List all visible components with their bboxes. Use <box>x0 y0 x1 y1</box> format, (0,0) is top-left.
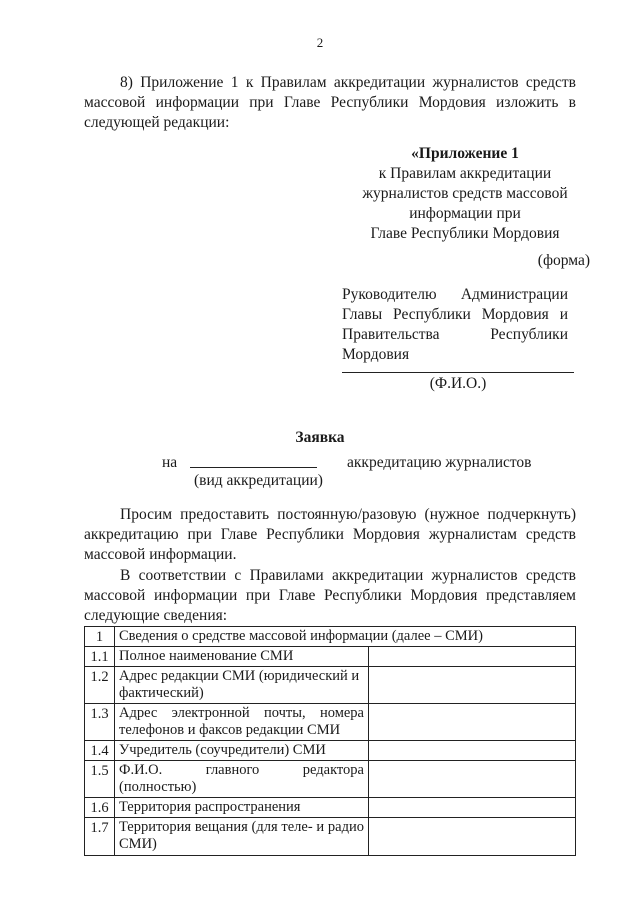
row-num: 1.3 <box>85 704 115 741</box>
form-label: (форма) <box>537 252 590 269</box>
row-label: Адрес электронной почты, номера телефонов и факсов редакции СМИ <box>115 704 369 741</box>
table-row <box>85 761 576 798</box>
addressee-line: Правительства Республики <box>342 326 568 343</box>
fio-underline <box>342 372 574 373</box>
appendix-line: журналистов средств массовой <box>362 185 568 202</box>
accreditation-type-blank <box>190 467 317 468</box>
info-line: массовой информации при Главе Республики Мордовия представляем <box>84 587 576 604</box>
row-value[interactable] <box>369 667 576 704</box>
table-row <box>85 798 576 818</box>
addressee-line: Руководителю Администрации <box>342 286 568 303</box>
table-header-row <box>85 627 576 647</box>
media-info-table <box>84 626 576 856</box>
fio-label: (Ф.И.О.) <box>429 375 487 392</box>
page-number: 2 <box>316 35 324 50</box>
intro-line: массовой информации при Главе Республики Мордовия изложить в <box>84 94 576 111</box>
appendix-line: информации при <box>409 205 521 222</box>
row-num: 1.2 <box>85 667 115 704</box>
table-row <box>85 818 576 856</box>
row-label: Полное наименование СМИ <box>115 647 369 667</box>
row-num: 1.7 <box>85 818 115 856</box>
row-num: 1.4 <box>85 741 115 761</box>
appendix-title: «Приложение 1 <box>411 145 519 162</box>
row-num: 1.5 <box>85 761 115 798</box>
row-label: Территория вещания (для теле- и радио СМИ) <box>115 818 369 856</box>
accreditation-text: аккредитацию журналистов <box>347 454 532 471</box>
row-value[interactable] <box>369 647 576 667</box>
row-label: Адрес редакции СМИ (юридический и фактический) <box>115 667 369 704</box>
row-label: Территория распространения <box>115 798 369 818</box>
request-line: Просим предоставить постоянную/разовую (нужное подчеркнуть) <box>120 506 576 523</box>
request-line: аккредитацию при Главе Республики Мордовия журналистам средств <box>84 526 576 543</box>
appendix-line: Главе Республики Мордовия <box>370 225 560 242</box>
row-value[interactable] <box>369 704 576 741</box>
row-value[interactable] <box>369 798 576 818</box>
addressee-line: Главы Республики Мордовия и <box>342 306 568 323</box>
row-value[interactable] <box>369 741 576 761</box>
application-title: Заявка <box>295 429 345 446</box>
row-label: Ф.И.О. главного редактора (полностью) <box>115 761 369 798</box>
na-word: на <box>162 454 178 471</box>
intro-line: 8) Приложение 1 к Правилам аккредитации журналистов средств <box>120 74 576 91</box>
table-row <box>85 647 576 667</box>
table-header-text: Сведения о средстве массовой информации (далее – СМИ) <box>115 627 576 647</box>
table-row <box>85 667 576 704</box>
row-num: 1.6 <box>85 798 115 818</box>
addressee-line: Мордовия <box>342 346 410 363</box>
request-line: массовой информации. <box>84 546 237 563</box>
intro-line: следующей редакции: <box>84 114 230 131</box>
table-header-num: 1 <box>85 627 115 647</box>
table-row <box>85 741 576 761</box>
row-value[interactable] <box>369 818 576 856</box>
appendix-line: к Правилам аккредитации <box>378 165 552 182</box>
row-label: Учредитель (соучредители) СМИ <box>115 741 369 761</box>
info-line: следующие сведения: <box>84 607 228 624</box>
row-value[interactable] <box>369 761 576 798</box>
accreditation-type-label: (вид аккредитации) <box>194 472 323 489</box>
table-row <box>85 704 576 741</box>
info-line: В соответствии с Правилами аккредитации журналистов средств <box>120 567 576 584</box>
row-num: 1.1 <box>85 647 115 667</box>
